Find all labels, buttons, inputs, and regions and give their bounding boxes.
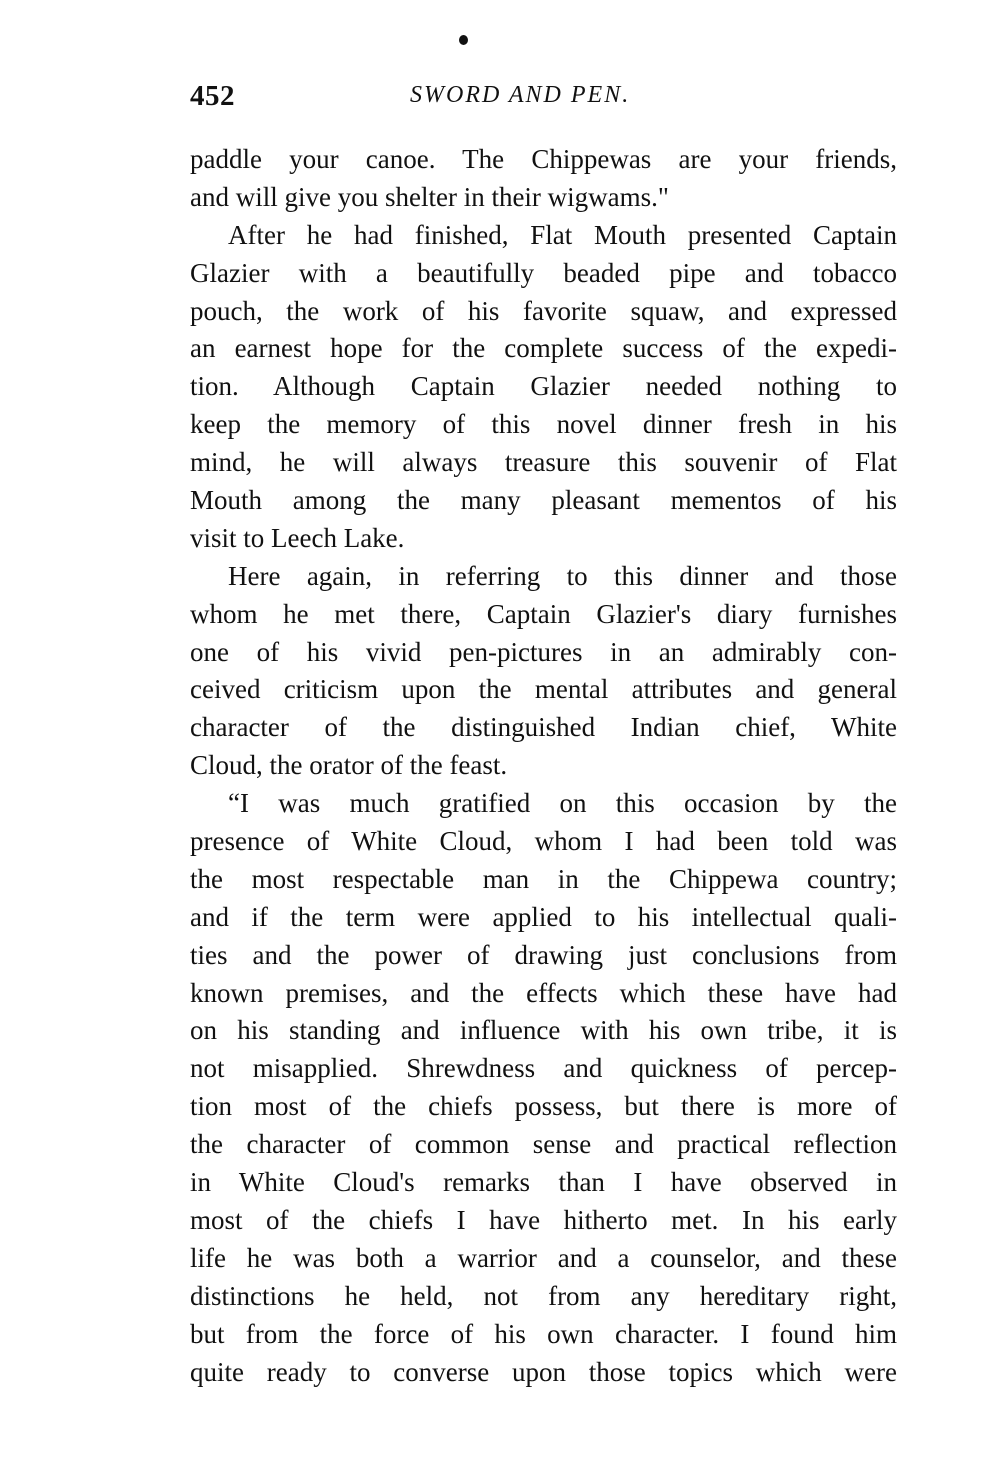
text-line: but from the force of his own character. I found him — [190, 1318, 897, 1349]
text-line: presence of White Cloud, whom I had been told was — [190, 826, 897, 857]
text-line: ties and the power of drawing just conclusions from — [190, 939, 897, 970]
page-number: 452 — [190, 80, 235, 112]
text-line: keep the memory of this novel dinner fresh in his — [190, 409, 897, 440]
text-line: ceived criticism upon the mental attributes and general — [190, 674, 897, 705]
text-line: not misapplied. Shrewdness and quickness of percep- — [190, 1053, 897, 1084]
text-line: Cloud, the orator of the feast. — [190, 750, 508, 781]
running-title: SWORD AND PEN. — [410, 82, 631, 108]
text-line: an earnest hope for the complete success of the expedi- — [190, 333, 897, 364]
body-text — [190, 141, 897, 1391]
text-line: the most respectable man in the Chippewa country; — [190, 863, 897, 894]
text-line: and will give you shelter in their wigwams." — [190, 181, 669, 212]
text-line: and if the term were applied to his intellectual quali- — [190, 901, 897, 932]
text-line: tion most of the chiefs possess, but there is more of — [190, 1091, 897, 1122]
text-line: character of the distinguished Indian chief, White — [190, 712, 897, 743]
text-line: Here again, in referring to this dinner and those — [228, 560, 897, 591]
text-line: “I was much gratified on this occasion by the — [228, 788, 897, 819]
text-line: visit to Leech Lake. — [190, 522, 405, 553]
text-line: quite ready to converse upon those topics which were — [190, 1356, 897, 1387]
text-line: distinctions he held, not from any hereditary right, — [190, 1280, 897, 1311]
text-line: tion. Although Captain Glazier needed nothing to — [190, 371, 897, 402]
text-line: mind, he will always treasure this souvenir of Flat — [190, 447, 897, 478]
text-line: the character of common sense and practical reflection — [190, 1129, 897, 1160]
text-line: life he was both a warrior and a counselor, and these — [190, 1242, 897, 1273]
text-line: most of the chiefs I have hitherto met. In his early — [190, 1204, 897, 1235]
text-line: whom he met there, Captain Glazier's diary furnishes — [190, 598, 897, 629]
text-line: Glazier with a beautifully beaded pipe and tobacco — [190, 257, 897, 288]
text-line: one of his vivid pen-pictures in an admirably con- — [190, 636, 897, 667]
text-line: in White Cloud's remarks than I have observed in — [190, 1167, 897, 1198]
text-line: Mouth among the many pleasant mementos of his — [190, 485, 897, 516]
text-line: After he had finished, Flat Mouth presented Captain — [228, 219, 897, 250]
text-line: paddle your canoe. The Chippewas are your friends, — [190, 144, 897, 174]
text-line: pouch, the work of his favorite squaw, and expressed — [190, 295, 897, 326]
text-line: on his standing and influence with his own tribe, it is — [190, 1015, 897, 1046]
text-line: known premises, and the effects which these have had — [190, 977, 897, 1008]
ink-dot — [459, 35, 468, 45]
